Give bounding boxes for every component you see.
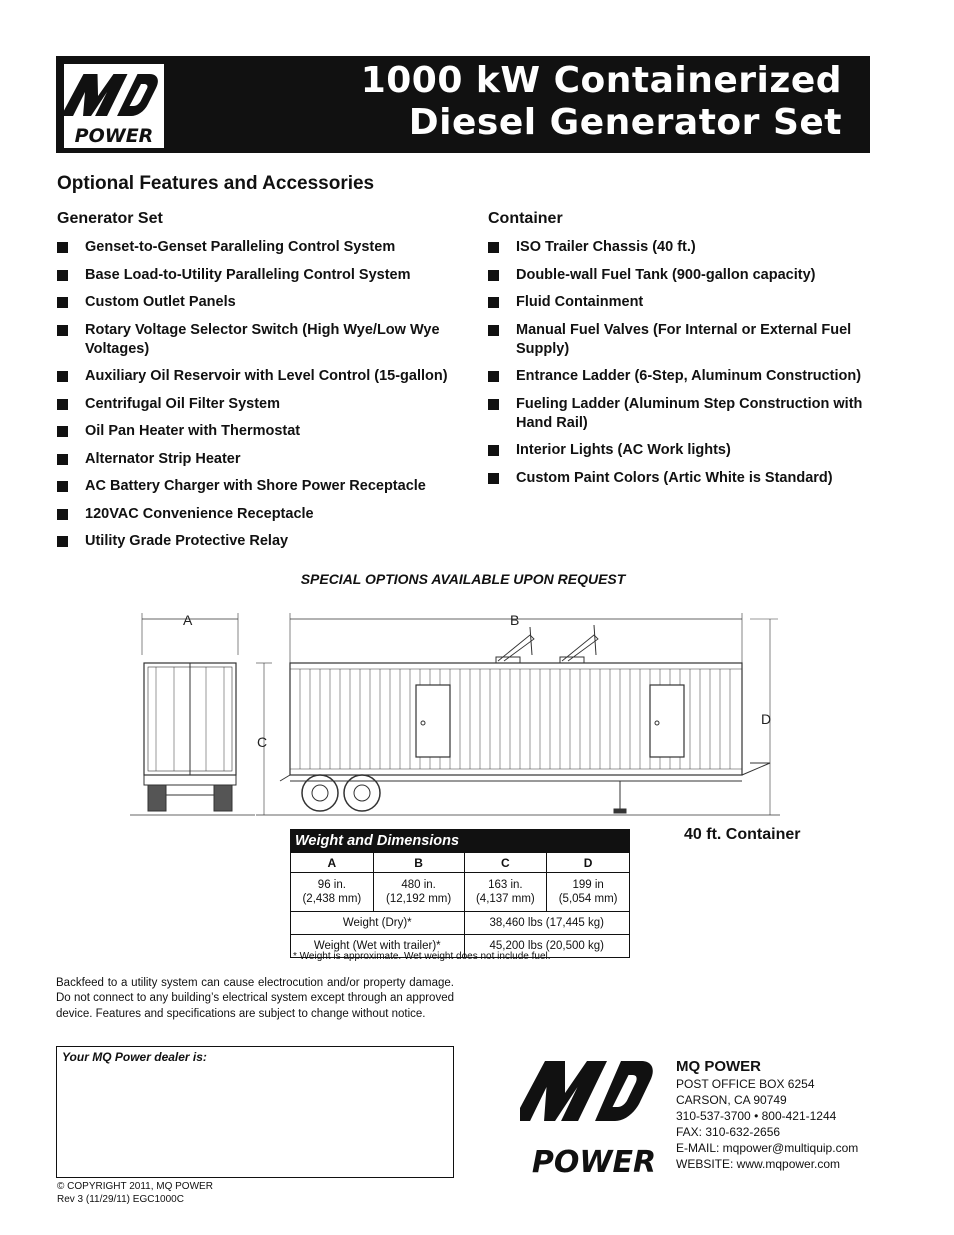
generator-set-heading: Generator Set — [57, 210, 163, 227]
table-cell-c: 163 in. (4,137 mm) — [464, 873, 547, 912]
weight-dry-label: Weight (Dry)* — [291, 912, 465, 935]
website-address: WEBSITE: www.mqpower.com — [676, 1156, 841, 1171]
section-title: Optional Features and Accessories — [57, 173, 375, 194]
container-features — [488, 238, 870, 496]
list-item: Entrance Ladder (6-Step, Aluminum Construction) — [488, 367, 870, 386]
list-item: Custom Paint Colors (Artic White is Standard) — [488, 469, 870, 488]
table-header-c: C — [464, 853, 547, 873]
company-contact — [676, 1058, 858, 1172]
list-item: ISO Trailer Chassis (40 ft.) — [488, 238, 870, 257]
list-item: AC Battery Charger with Shore Power Receptacle — [57, 477, 452, 496]
footer-copyright — [57, 1181, 213, 1206]
list-item: Custom Outlet Panels — [57, 293, 452, 312]
svg-text:POWER: POWER — [74, 125, 154, 147]
title-line-1: 1000 kW Containerized — [360, 60, 842, 101]
phone-numbers: 310-537-3700 • 800-421-1244 — [676, 1108, 837, 1123]
list-item: Rotary Voltage Selector Switch (High Wye/Low Wye Voltages) — [57, 321, 452, 359]
list-item: Fueling Ladder (Aluminum Step Construction with Hand Rail) — [488, 395, 870, 433]
email-address: E-MAIL: mqpower@multiquip.com — [676, 1140, 859, 1155]
generator-set-features — [57, 238, 452, 560]
list-item: Auxiliary Oil Reservoir with Level Control (15-gallon) — [57, 367, 452, 386]
title-line-2: Diesel Generator Set — [408, 102, 842, 143]
list-item: Alternator Strip Heater — [57, 450, 452, 469]
dim-label-d: D — [761, 711, 772, 727]
company-name: MQ POWER — [676, 1058, 761, 1075]
list-item: Interior Lights (AC Work lights) — [488, 441, 870, 460]
list-item: 120VAC Convenience Receptacle — [57, 505, 452, 524]
fax-number: FAX: 310-632-2656 — [676, 1124, 781, 1139]
table-header-a: A — [291, 853, 374, 873]
list-item: Fluid Containment — [488, 293, 870, 312]
weight-note: * Weight is approximate. Wet weight does not include fuel. — [293, 951, 551, 962]
document-title — [361, 60, 842, 144]
weight-dry-value: 38,460 lbs (17,445 kg) — [464, 912, 630, 935]
dim-label-c: C — [257, 734, 268, 750]
table-header-b: B — [373, 853, 464, 873]
list-item: Double-wall Fuel Tank (900-gallon capacity) — [488, 266, 870, 285]
header-banner — [56, 56, 870, 153]
table-header-d: D — [547, 853, 630, 873]
list-item: Genset-to-Genset Paralleling Control System — [57, 238, 452, 257]
list-item: Manual Fuel Valves (For Internal or External Fuel Supply) — [488, 321, 870, 359]
weight-dimensions-table — [290, 829, 630, 958]
address-line-1: POST OFFICE BOX 6254 — [676, 1077, 815, 1091]
dealer-box — [56, 1046, 454, 1178]
mq-power-logo — [520, 1057, 666, 1179]
list-item: Oil Pan Heater with Thermostat — [57, 422, 452, 441]
special-options-note: SPECIAL OPTIONS AVAILABLE UPON REQUEST — [300, 571, 626, 587]
dealer-label: Your MQ Power dealer is: — [62, 1050, 207, 1064]
table-cell-b: 480 in. (12,192 mm) — [373, 873, 464, 912]
copyright-text: © COPYRIGHT 2011, MQ POWER — [57, 1181, 213, 1192]
disclaimer: Backfeed to a utility system can cause electrocution and/or property damage. Do not connect to any building’s electrical system except through an approved device. Features and specifications are subject to change without notice. — [56, 977, 454, 1020]
container-caption: 40 ft. Container — [684, 826, 801, 843]
weight-wet-label: Weight (Wet with trailer)* — [291, 935, 465, 958]
mq-power-logo — [64, 64, 164, 148]
dim-label-a: A — [183, 612, 193, 628]
container-drawing — [130, 605, 810, 825]
dim-label-b: B — [510, 612, 520, 628]
list-item: Base Load-to-Utility Paralleling Control System — [57, 266, 452, 285]
list-item: Centrifugal Oil Filter System — [57, 395, 452, 414]
container-heading: Container — [488, 210, 563, 227]
list-item: Utility Grade Protective Relay — [57, 532, 452, 551]
weight-wet-value: 45,200 lbs (20,500 kg) — [464, 935, 630, 958]
table-cell-d: 199 in (5,054 mm) — [547, 873, 630, 912]
revision-text: Rev 3 (11/29/11) EGC1000C — [57, 1193, 184, 1205]
table-cell-a: 96 in. (2,438 mm) — [291, 873, 374, 912]
table-title: Weight and Dimensions — [291, 830, 630, 853]
address-line-2: CARSON, CA 90749 — [676, 1092, 787, 1107]
svg-text:POWER: POWER — [531, 1145, 657, 1179]
